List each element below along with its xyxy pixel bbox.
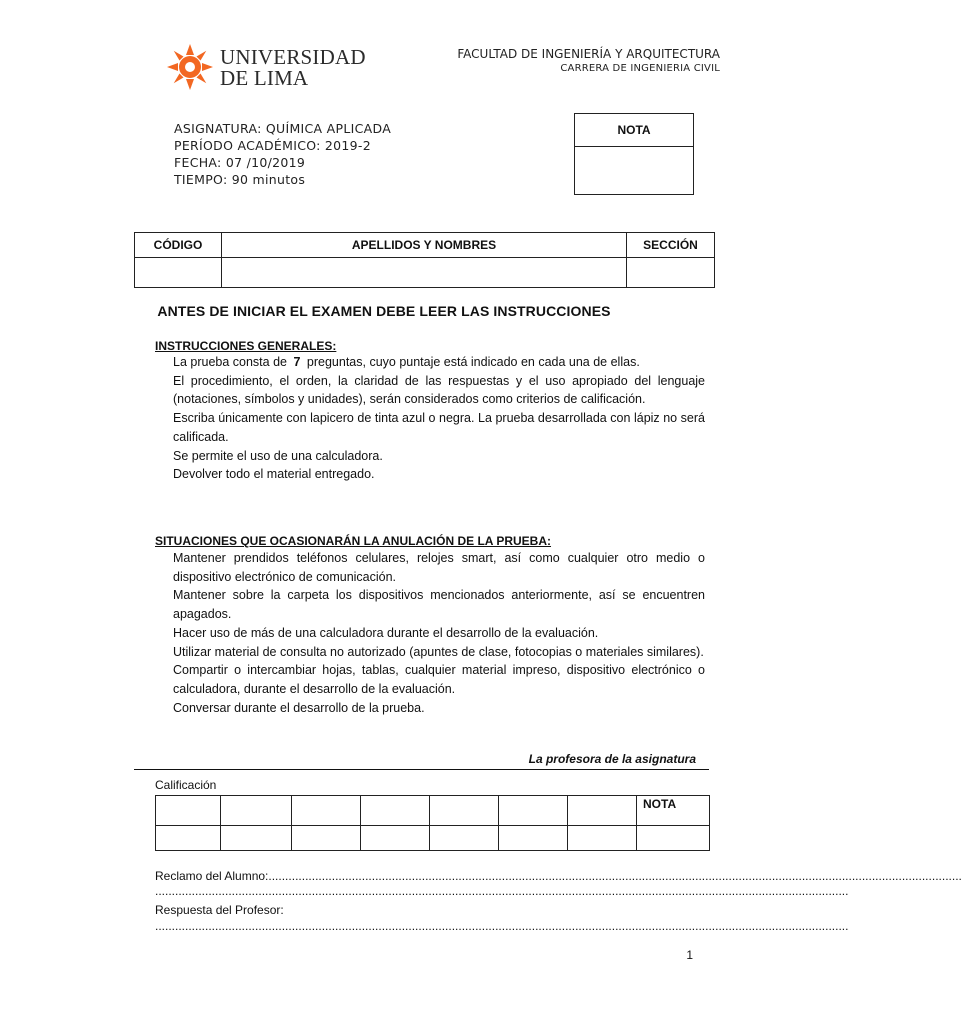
grade-cell[interactable] bbox=[221, 826, 292, 851]
course-date: FECHA: 07 /10/2019 bbox=[174, 155, 306, 170]
annulment-item: Mantener sobre la carpeta los dispositivos mencionados anteriormente, así se encuentren apagados. bbox=[173, 588, 705, 622]
faculty-name: FACULTAD DE INGENIERÍA Y ARQUITECTURA bbox=[457, 47, 720, 61]
instruction-item: Devolver todo el material entregado. bbox=[173, 467, 375, 482]
general-instructions-list bbox=[173, 353, 705, 484]
teacher-response-line[interactable]: ................................................................................................................................................................................................................ bbox=[155, 919, 849, 933]
course-subject: ASIGNATURA: QUÍMICA APLICADA bbox=[174, 121, 392, 136]
grade-cell[interactable] bbox=[361, 796, 430, 826]
grading-label: Calificación bbox=[155, 778, 217, 792]
grade-cell[interactable] bbox=[568, 826, 637, 851]
page-number: 1 bbox=[686, 948, 693, 962]
student-claim-line2[interactable]: ................................................................................................................................................................................................................ bbox=[155, 884, 849, 898]
annulment-item: Utilizar material de consulta no autorizado (apuntes de clase, fotocopias o materiales similares). bbox=[173, 644, 704, 659]
star-logo-icon bbox=[165, 42, 215, 92]
grade-box-label: NOTA bbox=[575, 114, 694, 147]
grade-box bbox=[574, 113, 694, 195]
codigo-field[interactable] bbox=[135, 258, 222, 288]
annulment-item: Conversar durante el desarrollo de la prueba. bbox=[173, 700, 425, 715]
nombres-field[interactable] bbox=[222, 258, 627, 288]
instruction-item: Escriba únicamente con lapicero de tinta azul o negra. La prueba desarrollada con lápiz no será calificada. bbox=[173, 411, 705, 444]
grade-cell[interactable] bbox=[156, 826, 221, 851]
grading-table bbox=[155, 795, 710, 851]
university-logo bbox=[165, 42, 375, 92]
question-intro: La prueba consta de bbox=[173, 355, 287, 369]
faculty-header bbox=[457, 47, 720, 76]
course-period: PERÍODO ACADÉMICO: 2019-2 bbox=[174, 138, 371, 153]
annulment-item: Hacer uso de más de una calculadora durante el desarrollo de la evaluación. bbox=[173, 625, 599, 640]
main-heading: ANTES DE INICIAR EL EXAMEN DEBE LEER LAS INSTRUCCIONES bbox=[157, 303, 611, 319]
annulment-item: Mantener prendidos teléfonos celulares, relojes smart, así como cualquier otro medio o dispositivo electrónico de comunicación. bbox=[173, 551, 705, 584]
grade-cell[interactable] bbox=[361, 826, 430, 851]
career-name: CARRERA DE INGENIERIA CIVIL bbox=[560, 63, 720, 74]
header-nombres: APELLIDOS Y NOMBRES bbox=[222, 233, 627, 258]
student-info-table bbox=[134, 232, 715, 288]
student-claim-label: Reclamo del Alumno: bbox=[155, 869, 269, 883]
grade-cell[interactable] bbox=[292, 796, 361, 826]
university-name-line2: DE LIMA bbox=[220, 66, 309, 90]
annulment-list bbox=[173, 549, 705, 717]
header-codigo: CÓDIGO bbox=[135, 233, 222, 258]
question-rest: preguntas, cuyo puntaje está indicado en cada una de ellas. bbox=[306, 355, 640, 369]
grade-cell[interactable] bbox=[430, 796, 499, 826]
grade-cell[interactable] bbox=[430, 826, 499, 851]
grade-cell[interactable] bbox=[499, 796, 568, 826]
grading-nota-label: NOTA bbox=[637, 796, 710, 826]
grade-cell[interactable] bbox=[292, 826, 361, 851]
annulment-item: Compartir o intercambiar hojas, tablas, cualquier material impreso, dispositivo electrónico o calculadora, durante el desarrollo de la evaluación. bbox=[173, 663, 705, 696]
instruction-item: El procedimiento, el orden, la claridad de las respuestas y el uso apropiado del lenguaje (notaciones, símbolos y unidades), serán considerados como criterios de calificación. bbox=[173, 373, 705, 407]
student-claim-dots[interactable]: ................................................................................................................................................................................................................ bbox=[268, 869, 962, 883]
signature-divider bbox=[134, 769, 709, 770]
grade-cell[interactable] bbox=[568, 796, 637, 826]
instruction-item: Se permite el uso de una calculadora. bbox=[173, 448, 383, 463]
annulment-title: SITUACIONES QUE OCASIONARÁN LA ANULACIÓN DE LA PRUEBA: bbox=[155, 534, 552, 548]
university-name bbox=[220, 47, 366, 89]
general-instructions-title: INSTRUCCIONES GENERALES: bbox=[155, 339, 337, 353]
instruction-item bbox=[173, 353, 705, 372]
course-info bbox=[174, 120, 391, 188]
grade-box-field[interactable] bbox=[575, 147, 694, 195]
student-claim bbox=[155, 868, 962, 884]
university-name-line1: UNIVERSIDAD bbox=[220, 45, 366, 69]
grade-cell[interactable] bbox=[221, 796, 292, 826]
final-grade-cell[interactable] bbox=[637, 826, 710, 851]
grade-cell[interactable] bbox=[499, 826, 568, 851]
seccion-field[interactable] bbox=[627, 258, 715, 288]
header-seccion: SECCIÓN bbox=[627, 233, 715, 258]
signature-label: La profesora de la asignatura bbox=[528, 752, 696, 766]
grade-cell[interactable] bbox=[156, 796, 221, 826]
course-time: TIEMPO: 90 minutos bbox=[174, 172, 306, 187]
question-count: 7 bbox=[293, 355, 301, 369]
teacher-response-label: Respuesta del Profesor: bbox=[155, 903, 284, 917]
